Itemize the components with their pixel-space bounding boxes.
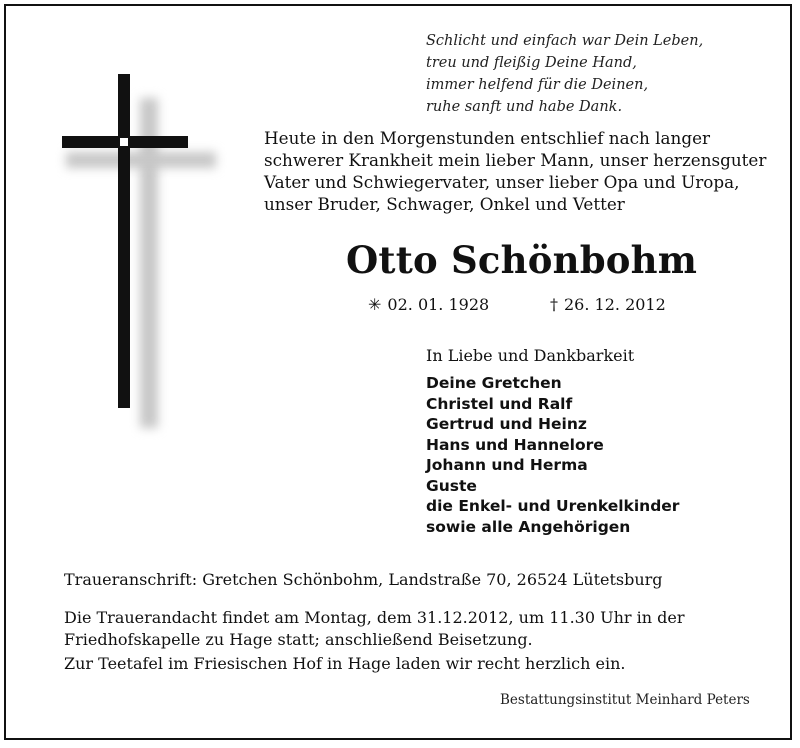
birth-date-value: 02. 01. 1928 — [387, 295, 490, 314]
death-cross-icon: † — [550, 295, 558, 314]
funeral-home: Bestattungsinstitut Meinhard Peters — [500, 692, 750, 708]
intro-line: schwerer Krankheit mein lieber Mann, unser herzensguter — [264, 150, 767, 170]
death-date — [550, 295, 666, 314]
obituary-frame — [4, 4, 792, 740]
mourner-name: Deine Gretchen — [426, 374, 562, 392]
mourner-name: Guste — [426, 476, 477, 495]
deceased-name: Otto Schönbohm — [346, 238, 698, 282]
mourning-address: Traueranschrift: Gretchen Schönbohm, Landstraße 70, 26524 Lütetsburg — [64, 570, 663, 589]
intro-line: Heute in den Morgenstunden entschlief nach langer — [264, 128, 711, 148]
mourners-heading: In Liebe und Dankbarkeit — [426, 346, 635, 365]
poem-line: immer helfend für die Deinen, — [426, 77, 649, 93]
mourner-name: Gertrud und Heinz — [426, 415, 587, 433]
service-line: Friedhofskapelle zu Hage statt; anschließend Beisetzung. — [64, 630, 533, 649]
mourner-name: Johann und Herma — [426, 456, 588, 474]
mourner-name: die Enkel- und Urenkelkinder — [426, 497, 680, 515]
service-line: Die Trauerandacht findet am Montag, dem 31.12.2012, um 11.30 Uhr in der — [64, 608, 685, 627]
birth-date — [368, 295, 489, 314]
mourner-name: Hans und Hannelore — [426, 435, 604, 454]
poem-line: ruhe sanft und habe Dank. — [426, 99, 623, 115]
mourner-name: Christel und Ralf — [426, 394, 573, 413]
poem — [426, 30, 746, 118]
tea-invitation: Zur Teetafel im Friesischen Hof in Hage laden wir recht herzlich ein. — [64, 654, 626, 673]
birth-star-icon: ✳ — [368, 295, 382, 314]
intro-line: Vater und Schwiegervater, unser lieber Opa und Uropa, — [264, 172, 740, 192]
mourner-name: sowie alle Angehörigen — [426, 517, 631, 536]
death-date-value: 26. 12. 2012 — [564, 295, 666, 314]
intro-text — [264, 127, 767, 215]
service-info — [64, 607, 764, 651]
poem-line: treu und fleißig Deine Hand, — [426, 55, 637, 71]
cross-icon — [58, 70, 228, 430]
mourners-list — [426, 373, 746, 537]
poem-line: Schlicht und einfach war Dein Leben, — [426, 33, 704, 49]
intro-line: unser Bruder, Schwager, Onkel und Vetter — [264, 194, 625, 214]
